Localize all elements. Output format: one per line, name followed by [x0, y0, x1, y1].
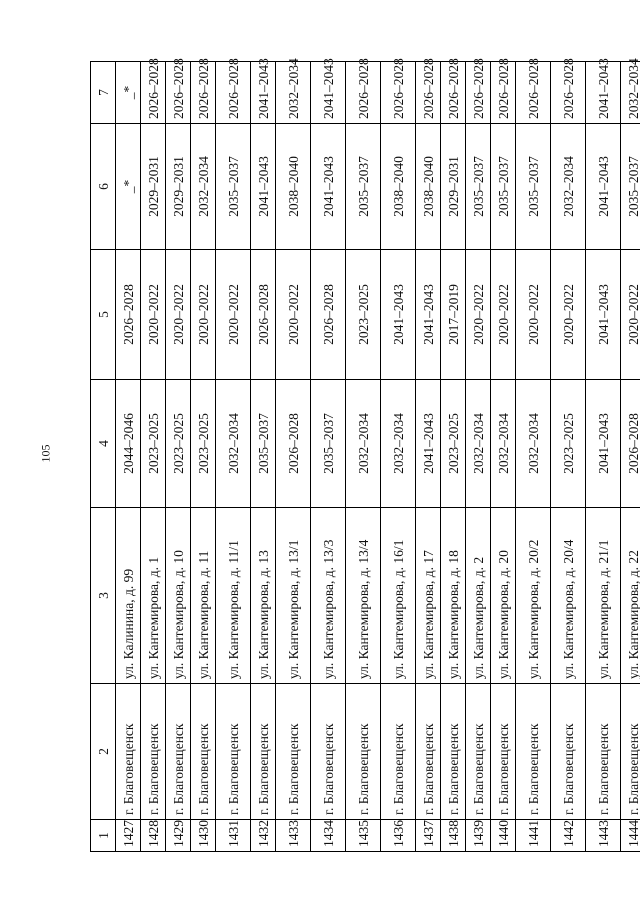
period-col7-cell: 2026–2028: [551, 62, 586, 124]
period-col5-cell: 2017–2019: [441, 250, 466, 380]
row-number: 1427: [116, 820, 141, 852]
buildings-schedule-table: [90, 58, 640, 852]
period-col7-cell: 2026–2028: [191, 62, 216, 124]
column-header-2: 2: [91, 684, 116, 820]
row-number: 1436: [381, 820, 416, 852]
city-cell: г. Благовещенск: [416, 684, 441, 820]
period-col6-cell: 2038–2040: [381, 124, 416, 250]
period-col5-cell: 2026–2028: [116, 250, 141, 380]
period-col7-cell: 2026–2028: [216, 62, 251, 124]
period-col7-cell: 2026–2028: [516, 62, 551, 124]
period-col7-cell: 2041–2043: [251, 62, 276, 124]
period-col6-cell: 2035–2037: [621, 124, 640, 250]
period-col5-cell: 2020–2022: [191, 250, 216, 380]
row-number: 1430: [191, 820, 216, 852]
period-col5-cell: 2020–2022: [141, 250, 166, 380]
period-col6-cell: 2035–2037: [516, 124, 551, 250]
period-col6-cell: 2035–2037: [466, 124, 491, 250]
table-row: [116, 62, 141, 852]
table-row: [191, 62, 216, 852]
row-number: 1441: [516, 820, 551, 852]
period-col6-cell: 2035–2037: [346, 124, 381, 250]
period-col5-cell: 2020–2022: [516, 250, 551, 380]
period-col7-cell: 2026–2028: [416, 62, 441, 124]
table-body: [116, 58, 640, 852]
period-col7-cell: 2041–2043: [586, 62, 621, 124]
period-col6-cell: 2035–2037: [491, 124, 516, 250]
city-cell: г. Благовещенск: [116, 684, 141, 820]
city-cell: г. Благовещенск: [141, 684, 166, 820]
address-cell: ул. Кантемирова, д. 1: [141, 508, 166, 684]
table-row: [381, 62, 416, 852]
address-cell: ул. Кантемирова, д. 21/1: [586, 508, 621, 684]
period-col6-cell: 2038–2040: [276, 124, 311, 250]
period-col5-cell: 2020–2022: [466, 250, 491, 380]
period-col6-cell: 2038–2040: [416, 124, 441, 250]
period-col4-cell: 2035–2037: [251, 380, 276, 508]
table-row: [276, 62, 311, 852]
period-col6-cell: 2041–2043: [311, 124, 346, 250]
city-cell: г. Благовещенск: [381, 684, 416, 820]
table-row: [216, 62, 251, 852]
period-col5-cell: 2020–2022: [491, 250, 516, 380]
table-row: [551, 62, 586, 852]
city-cell: г. Благовещенск: [346, 684, 381, 820]
period-col4-cell: 2035–2037: [311, 380, 346, 508]
period-col4-cell: 2026–2028: [621, 380, 640, 508]
address-cell: ул. Кантемирова, д. 16/1: [381, 508, 416, 684]
city-cell: г. Благовещенск: [166, 684, 191, 820]
address-cell: ул. Кантемирова, д. 13: [251, 508, 276, 684]
period-col4-cell: 2023–2025: [141, 380, 166, 508]
period-col7-cell: 2026–2028: [166, 62, 191, 124]
column-header-7: 7: [91, 62, 116, 124]
table-row: [491, 62, 516, 852]
row-number: 1429: [166, 820, 191, 852]
column-header-6: 6: [91, 124, 116, 250]
row-number: 1431: [216, 820, 251, 852]
address-cell: ул. Кантемирова, д. 20/4: [551, 508, 586, 684]
period-col4-cell: 2032–2034: [381, 380, 416, 508]
table-row: [141, 62, 166, 852]
period-col4-cell: 2041–2043: [586, 380, 621, 508]
period-col6-cell: 2032–2034: [191, 124, 216, 250]
table-row: [516, 62, 551, 852]
table-row: [621, 62, 640, 852]
table-row: [466, 62, 491, 852]
row-number: 1437: [416, 820, 441, 852]
page-number: 105: [38, 444, 53, 463]
table-row: [311, 62, 346, 852]
period-col7-cell: 2026–2028: [346, 62, 381, 124]
period-col5-cell: 2020–2022: [621, 250, 640, 380]
period-col7-cell: 2026–2028: [466, 62, 491, 124]
table-row: [586, 62, 621, 852]
period-col6-cell: 2029–2031: [441, 124, 466, 250]
period-col4-cell: 2032–2034: [346, 380, 381, 508]
column-header-1: 1: [91, 820, 116, 852]
period-col4-cell: 2023–2025: [166, 380, 191, 508]
address-cell: ул. Кантемирова, д. 10: [166, 508, 191, 684]
city-cell: г. Благовещенск: [251, 684, 276, 820]
period-col5-cell: 2026–2028: [311, 250, 346, 380]
table-row: [166, 62, 191, 852]
period-col7-cell: 2026–2028: [141, 62, 166, 124]
city-cell: г. Благовещенск: [551, 684, 586, 820]
period-col4-cell: 2023–2025: [441, 380, 466, 508]
period-col5-cell: 2041–2043: [416, 250, 441, 380]
row-number: 1438: [441, 820, 466, 852]
address-cell: ул. Кантемирова, д. 17: [416, 508, 441, 684]
address-cell: ул. Кантемирова, д. 20/2: [516, 508, 551, 684]
period-col4-cell: 2026–2028: [276, 380, 311, 508]
row-number: 1434: [311, 820, 346, 852]
period-col5-cell: 2023–2025: [346, 250, 381, 380]
table-row: [441, 62, 466, 852]
city-cell: г. Благовещенск: [491, 684, 516, 820]
period-col7-cell: 2026–2028: [491, 62, 516, 124]
period-col4-cell: 2032–2034: [491, 380, 516, 508]
period-col5-cell: 2020–2022: [166, 250, 191, 380]
period-col5-cell: 2026–2028: [251, 250, 276, 380]
period-col7-cell: 2041–2043: [311, 62, 346, 124]
address-cell: ул. Кантемирова, д. 11: [191, 508, 216, 684]
address-cell: ул. Кантемирова, д. 13/3: [311, 508, 346, 684]
period-col7-cell: 2032–2034: [276, 62, 311, 124]
table-row: [346, 62, 381, 852]
period-col6-cell: 2035–2037: [216, 124, 251, 250]
city-cell: г. Благовещенск: [586, 684, 621, 820]
period-col6-cell: 2029–2031: [166, 124, 191, 250]
column-header-4: 4: [91, 380, 116, 508]
table-header-row: [91, 62, 116, 852]
period-col6-cell: _*: [116, 124, 141, 250]
address-cell: ул. Кантемирова, д. 20: [491, 508, 516, 684]
period-col7-cell: 2032–2034: [621, 62, 640, 124]
address-cell: ул. Кантемирова, д. 18: [441, 508, 466, 684]
city-cell: г. Благовещенск: [311, 684, 346, 820]
period-col5-cell: 2041–2043: [586, 250, 621, 380]
table-row: [251, 62, 276, 852]
address-cell: ул. Кантемирова, д. 13/1: [276, 508, 311, 684]
city-cell: г. Благовещенск: [516, 684, 551, 820]
address-cell: ул. Кантемирова, д. 22: [621, 508, 640, 684]
column-header-3: 3: [91, 508, 116, 684]
period-col5-cell: 2020–2022: [216, 250, 251, 380]
period-col4-cell: 2032–2034: [516, 380, 551, 508]
period-col5-cell: 2041–2043: [381, 250, 416, 380]
period-col5-cell: 2020–2022: [551, 250, 586, 380]
row-number: 1428: [141, 820, 166, 852]
period-col5-cell: 2020–2022: [276, 250, 311, 380]
row-number: 1435: [346, 820, 381, 852]
address-cell: ул. Кантемирова, д. 2: [466, 508, 491, 684]
period-col4-cell: 2041–2043: [416, 380, 441, 508]
period-col4-cell: 2032–2034: [216, 380, 251, 508]
city-cell: г. Благовещенск: [276, 684, 311, 820]
address-cell: ул. Кантемирова, д. 11/1: [216, 508, 251, 684]
city-cell: г. Благовещенск: [191, 684, 216, 820]
period-col6-cell: 2029–2031: [141, 124, 166, 250]
row-number: 1439: [466, 820, 491, 852]
period-col4-cell: 2023–2025: [551, 380, 586, 508]
row-number: 1443: [586, 820, 621, 852]
period-col6-cell: 2041–2043: [251, 124, 276, 250]
period-col7-cell: 2026–2028: [441, 62, 466, 124]
column-header-5: 5: [91, 250, 116, 380]
row-number: 1433: [276, 820, 311, 852]
period-col4-cell: 2023–2025: [191, 380, 216, 508]
period-col4-cell: 2044–2046: [116, 380, 141, 508]
period-col7-cell: 2026–2028: [381, 62, 416, 124]
row-number: 1442: [551, 820, 586, 852]
table-row: [416, 62, 441, 852]
city-cell: г. Благовещенск: [621, 684, 640, 820]
period-col6-cell: 2041–2043: [586, 124, 621, 250]
period-col7-cell: _*: [116, 62, 141, 124]
city-cell: г. Благовещенск: [466, 684, 491, 820]
period-col4-cell: 2032–2034: [466, 380, 491, 508]
city-cell: г. Благовещенск: [441, 684, 466, 820]
address-cell: ул. Кантемирова, д. 13/4: [346, 508, 381, 684]
period-col6-cell: 2032–2034: [551, 124, 586, 250]
city-cell: г. Благовещенск: [216, 684, 251, 820]
row-number: 1440: [491, 820, 516, 852]
rotated-table-container: [90, 58, 640, 852]
row-number: 1432: [251, 820, 276, 852]
address-cell: ул. Калинина, д. 99: [116, 508, 141, 684]
row-number: 1444: [621, 820, 640, 852]
